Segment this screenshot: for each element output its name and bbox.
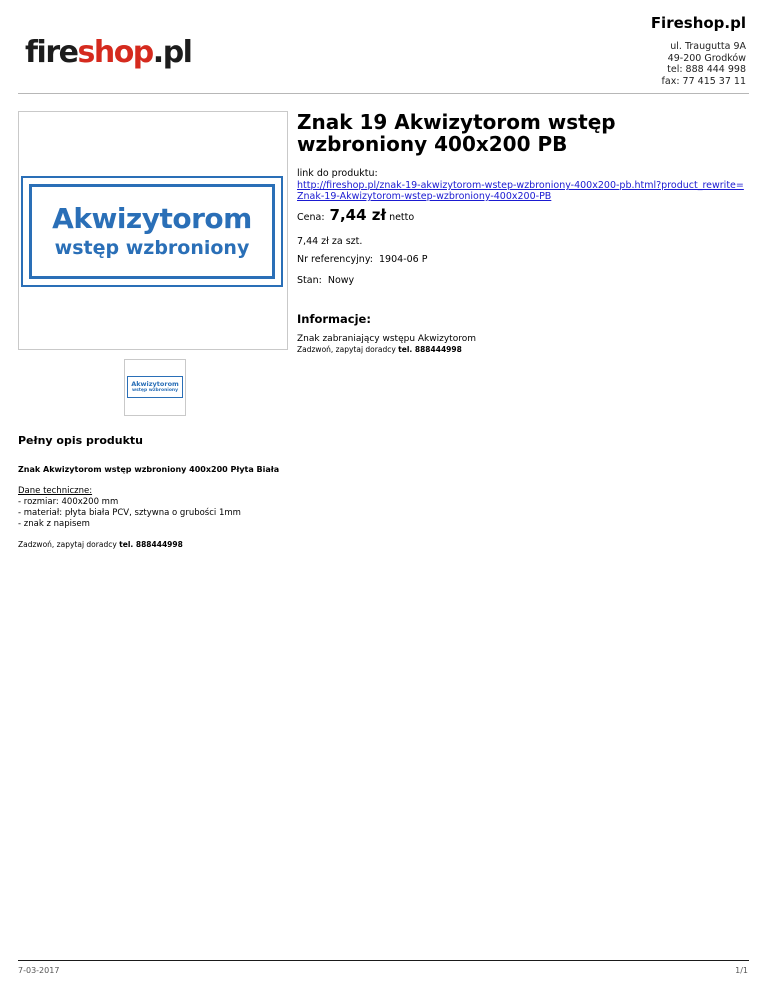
shop-address	[662, 41, 746, 87]
spec-item: - materiał: płyta biała PCV, sztywna o grubości 1mm	[18, 508, 241, 518]
description-call-text	[18, 540, 183, 549]
footer-page-number: 1/1	[735, 966, 748, 975]
product-link-label: link do produktu:	[297, 168, 378, 179]
product-thumbnail[interactable]	[124, 359, 186, 416]
sign-graphic	[21, 176, 283, 287]
full-description-heading: Pełny opis produktu	[18, 434, 143, 447]
info-call-text	[297, 345, 462, 354]
reference-label: Nr referencyjny:	[297, 254, 373, 265]
description-call-phone: tel. 888444998	[119, 540, 183, 549]
description-title: Znak Akwizytorom wstęp wzbroniony 400x200 Płyta Biała	[18, 465, 280, 474]
product-title: Znak 19 Akwizytorom wstęp wzbroniony 400x200 PB	[297, 110, 616, 156]
address-street: ul. Traugutta 9A	[670, 41, 746, 52]
unit-price: 7,44 zł za szt.	[297, 236, 363, 247]
shop-logo[interactable]	[25, 35, 192, 70]
footer-divider	[18, 960, 749, 961]
sign-line-2: wstęp wzbroniony	[54, 236, 250, 259]
sign-line-1: Akwizytorom	[52, 201, 252, 235]
info-text: Znak zabraniający wstępu Akwizytorom	[297, 334, 476, 344]
state-row	[297, 275, 354, 286]
info-call-label: Zadzwoń, zapytaj doradcy	[297, 345, 396, 354]
price-suffix: netto	[389, 212, 415, 223]
product-main-image[interactable]	[18, 111, 288, 350]
reference-row	[297, 254, 427, 265]
reference-value: 1904-06 P	[379, 254, 428, 265]
price-value: 7,44 zł	[329, 206, 387, 224]
spec-item: - rozmiar: 400x200 mm	[18, 497, 119, 507]
footer-date: 7-03-2017	[18, 966, 60, 975]
thumbnail-sign-line-2: wstęp wzbroniony	[131, 388, 179, 393]
shop-name: Fireshop.pl	[650, 14, 746, 32]
price-row	[297, 206, 414, 224]
address-tel: tel: 888 444 998	[667, 64, 746, 75]
thumbnail-sign-graphic	[127, 376, 183, 398]
tech-specs-label: Dane techniczne:	[18, 486, 93, 496]
state-value: Nowy	[327, 275, 355, 286]
logo-text-shop: shop	[77, 35, 153, 70]
logo-text-fire: fire	[25, 35, 78, 70]
info-heading: Informacje:	[297, 312, 371, 326]
product-link[interactable]: http://fireshop.pl/znak-19-akwizytorom-wstep-wzbroniony-400x200-pb.html?product_rewrite=Znak-19-Akwizytorom-wstep-wzbroniony-400x200-PB	[297, 180, 744, 202]
address-city: 49-200 Grodków	[667, 52, 746, 64]
thumbnail-sign-line-1: Akwizytorom	[131, 380, 179, 388]
logo-text-pl: .pl	[152, 35, 192, 70]
price-label: Cena:	[297, 212, 325, 223]
state-label: Stan:	[297, 275, 322, 286]
info-call-phone: tel. 888444998	[398, 345, 462, 354]
spec-item: - znak z napisem	[18, 519, 90, 529]
address-fax: fax: 77 415 37 11	[661, 75, 746, 87]
description-call-label: Zadzwoń, zapytaj doradcy	[18, 540, 117, 549]
header-divider	[18, 93, 749, 94]
